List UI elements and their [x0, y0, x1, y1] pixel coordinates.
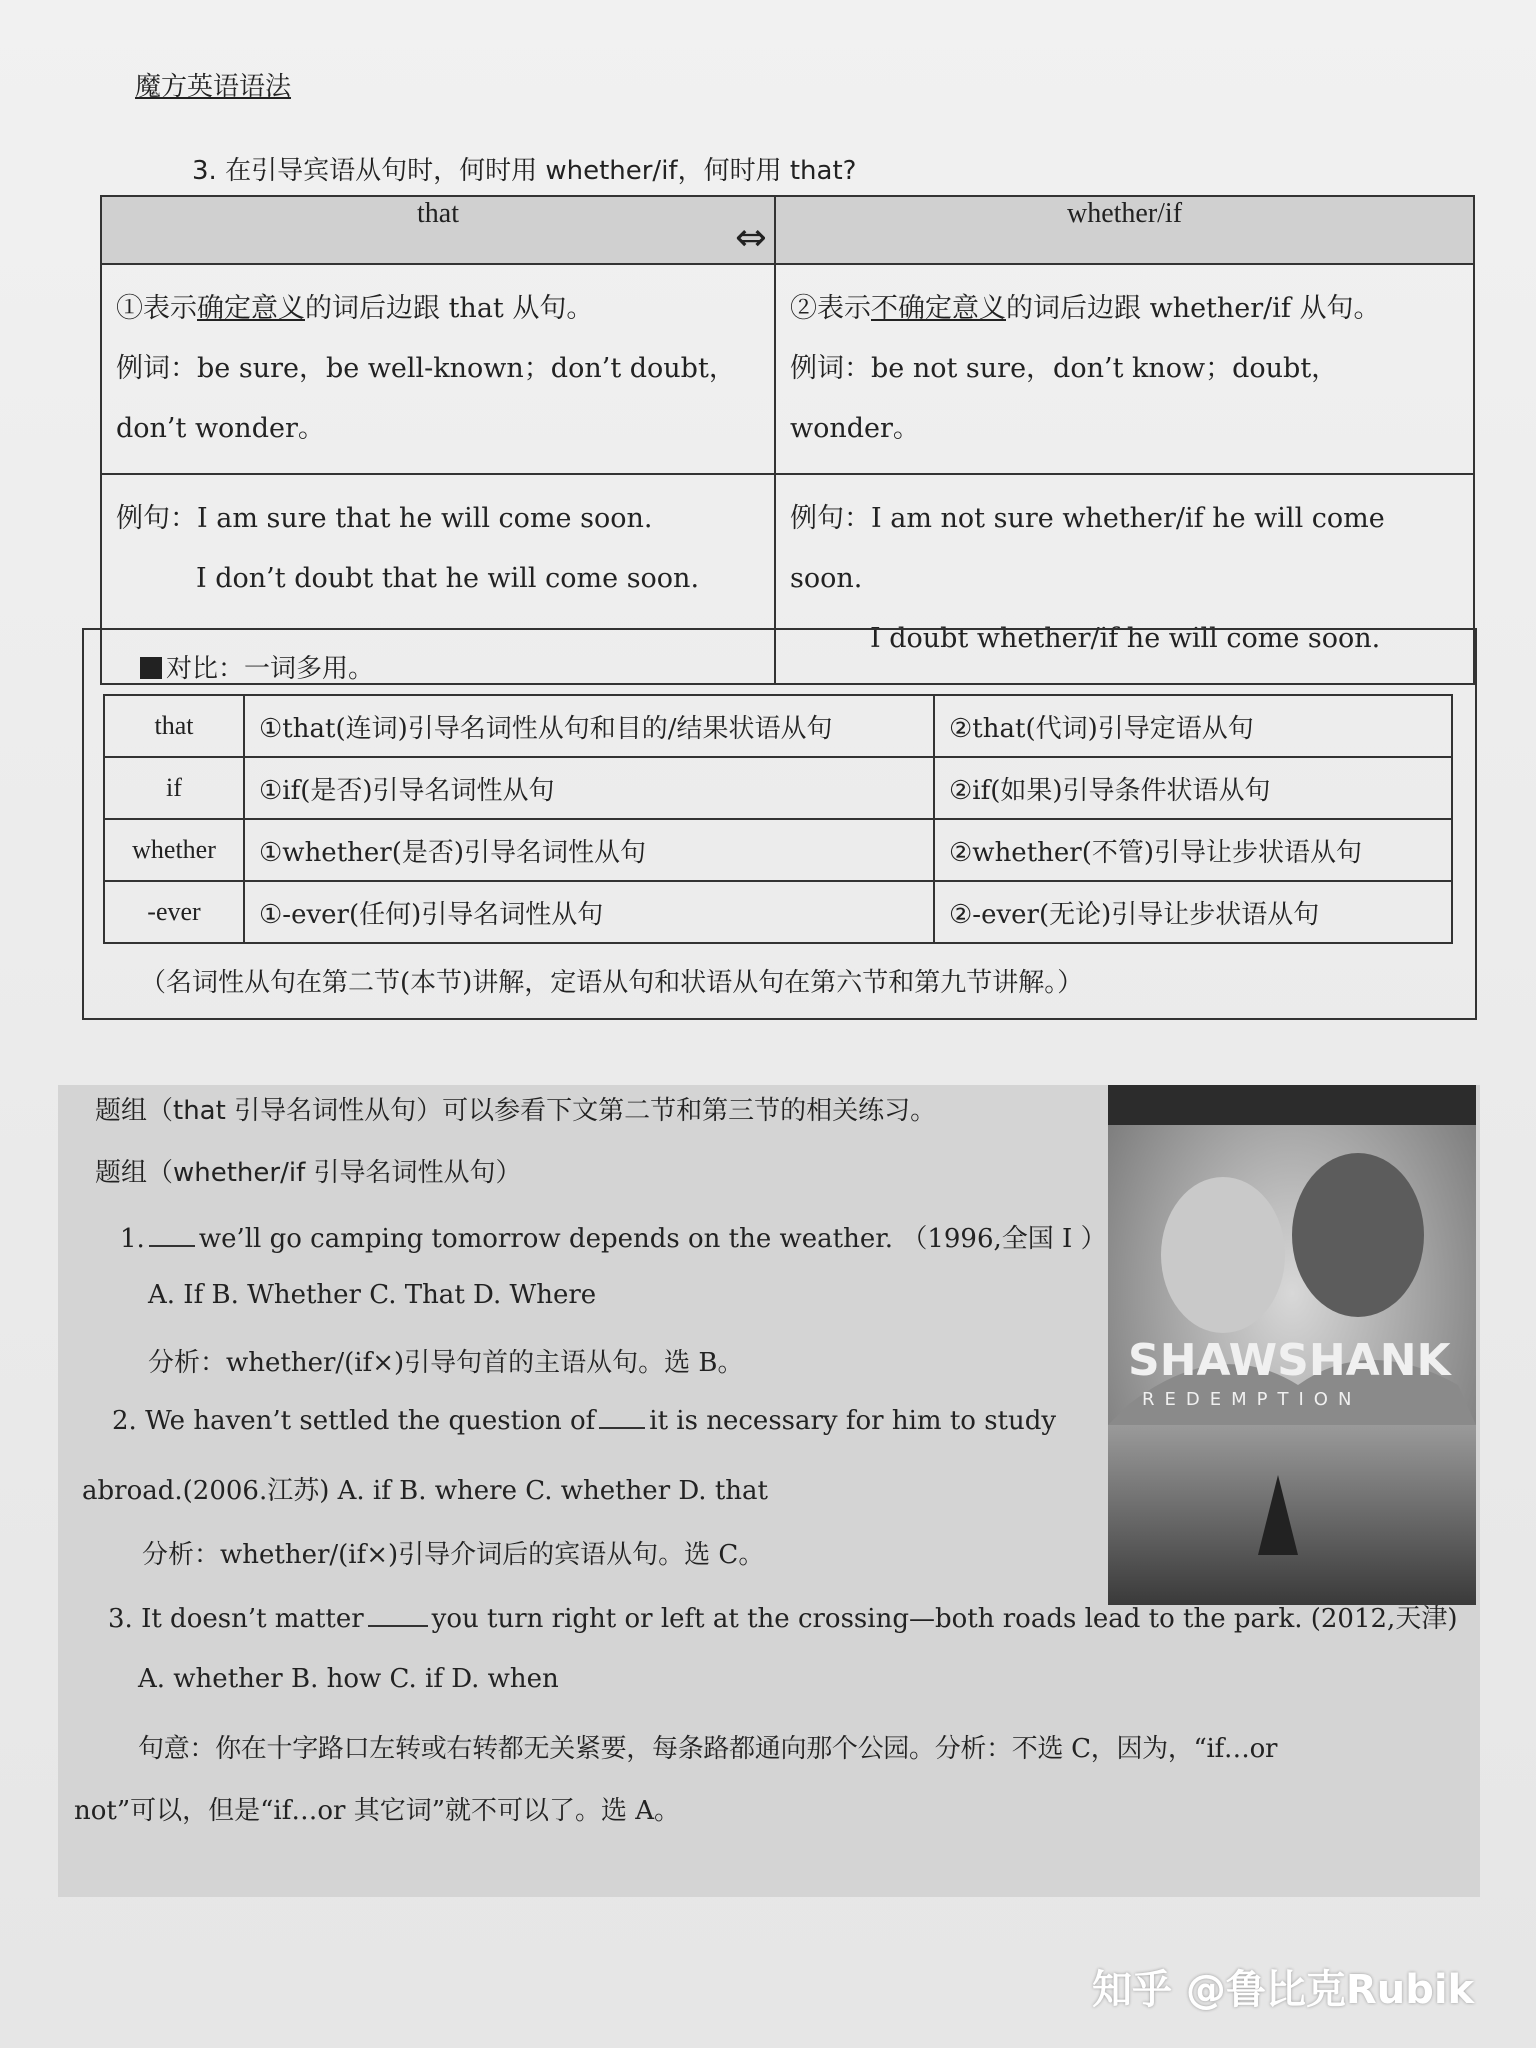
that-example-sentences: 例句：I am sure that he will come soon. I don’t doubt that he will come soon. [101, 474, 775, 684]
whether-definition: ②表示不确定意义的词后边跟 whether/if 从句。 例词：be not sure，don’t know；doubt，wonder。 [775, 264, 1474, 474]
question-1-options: A. If B. Whether C. That D. Where [148, 1280, 597, 1310]
question-3-meaning: 句意：你在十字路口左转或右转都无关紧要，每条路都通向那个公园。分析：不选 C，因为，“if…or [138, 1734, 1278, 1764]
multi-use-table [103, 694, 1453, 944]
question-3-options: A. whether B. how C. if D. when [138, 1664, 559, 1694]
question-2-analysis: 分析：whether/(if×)引导介词后的宾语从句。选 C。 [142, 1540, 765, 1570]
svg-text:SHAWSHANK: SHAWSHANK [1128, 1335, 1451, 1386]
that-definition: ①表示确定意义的词后边跟 that 从句。 例词：be sure，be well-known；don’t doubt，don’t wonder。 [101, 264, 775, 474]
svg-text:REDEMPTION: REDEMPTION [1142, 1389, 1362, 1410]
question-3-meaning-cont: not”可以，但是“if…or 其它词”就不可以了。选 A。 [74, 1796, 681, 1826]
table-row: whether ①whether(是否)引导名词性从句 ②whether(不管)引导让步状语从句 [104, 819, 1452, 881]
question-1-analysis: 分析：whether/(if×)引导句首的主语从句。选 B。 [148, 1348, 744, 1378]
exercise-group-whether: 题组（whether/if 引导名词性从句） [95, 1158, 522, 1188]
answer-blank [149, 1245, 195, 1247]
comparison-label: 对比：一词多用。 [140, 648, 374, 685]
black-square-icon [140, 657, 162, 679]
book-header: 魔方英语语法 [135, 72, 292, 102]
col-whether-if: whether/if [775, 196, 1474, 264]
exercise-group-that: 题组（that 引导名词性从句）可以参看下文第二节和第三节的相关练习。 [95, 1096, 937, 1126]
answer-blank [368, 1625, 428, 1627]
answer-blank [599, 1427, 645, 1429]
that-example-words: 例词：be sure，be well-known；don’t doubt，don’t wonder。 [116, 353, 736, 444]
col-that: that [101, 196, 775, 264]
whether-example-sentences: 例句：I am not sure whether/if he will come soon. I doubt whether/if he will come soon. [775, 474, 1474, 684]
that-vs-whether-table [100, 195, 1475, 685]
question-3: 3. It doesn’t matter you turn right or left at the crossing—both roads lead to the park. (2012,天津) [108, 1604, 1458, 1634]
section-title: 3. 在引导宾语从句时，何时用 whether/if，何时用 that? [192, 156, 857, 186]
question-2-options: abroad.(2006.江苏) A. if B. where C. whether D. that [82, 1476, 768, 1506]
poster-picture-icon [1108, 1085, 1476, 1605]
section-note: （名词性从句在第二节(本节)讲解，定语从句和状语从句在第六节和第九节讲解。） [140, 968, 1084, 998]
table-row: if ①if(是否)引导名词性从句 ②if(如果)引导条件状语从句 [104, 757, 1452, 819]
question-1: 1. we’ll go camping tomorrow depends on the weather. （1996,全国 I ） [120, 1224, 1107, 1254]
zhihu-watermark: 知乎 @鲁比克Rubik [1092, 1967, 1475, 2013]
table-row: that ①that(连词)引导名词性从句和目的/结果状语从句 ②that(代词)引导定语从句 [104, 695, 1452, 757]
double-arrow-icon: ⇔ [735, 215, 767, 259]
whether-example-words: 例词：be not sure，don’t know；doubt，wonder。 [790, 353, 1339, 444]
movie-poster-image [1108, 1085, 1476, 1605]
table-row: -ever ①-ever(任何)引导名词性从句 ②-ever(无论)引导让步状语从句 [104, 881, 1452, 943]
question-2: 2. We haven’t settled the question of it is necessary for him to study [112, 1406, 1057, 1436]
